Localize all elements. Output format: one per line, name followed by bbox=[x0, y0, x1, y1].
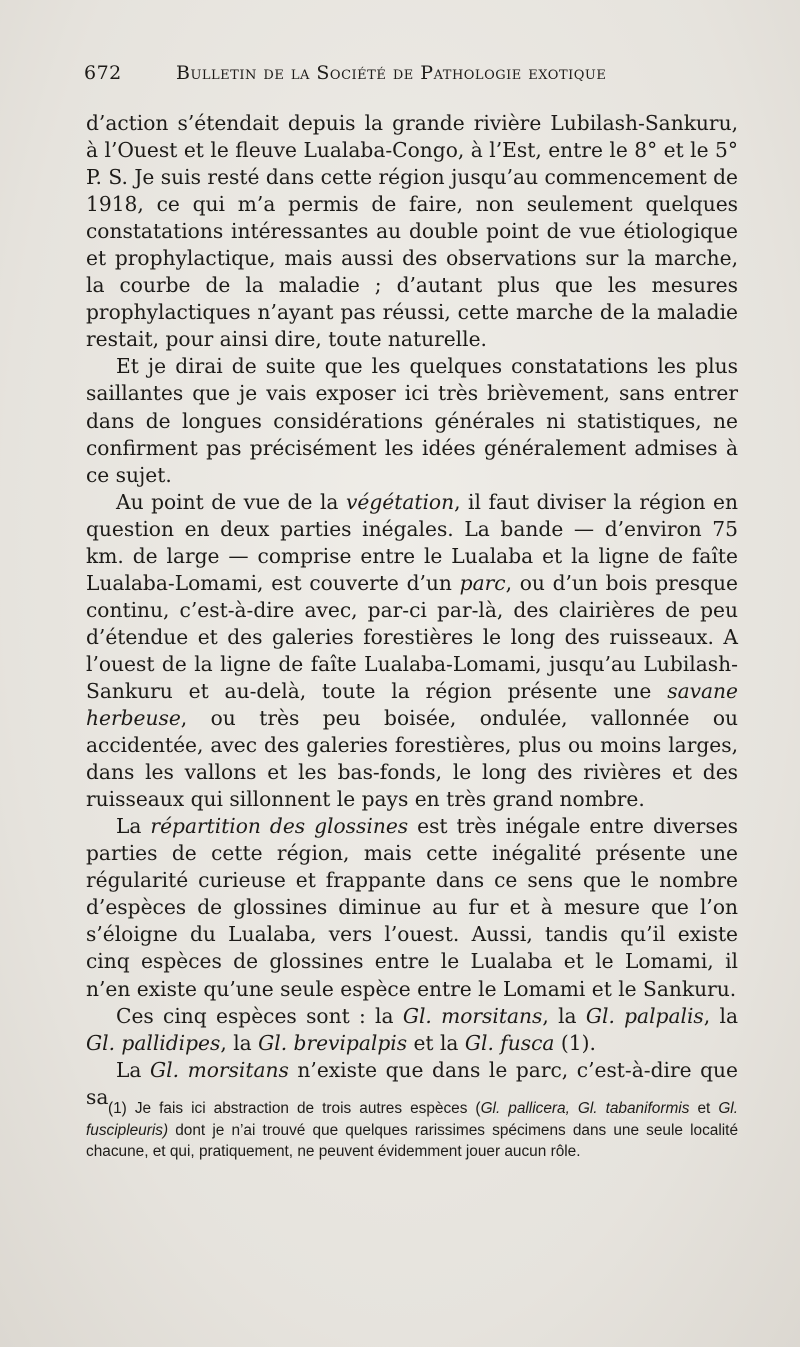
text-run: et la bbox=[407, 1030, 465, 1055]
italic-term: Gl. morsitans bbox=[402, 1003, 543, 1028]
paragraph bbox=[86, 489, 738, 814]
text-run: (1). bbox=[554, 1030, 596, 1055]
italic-term: Gl. brevipalpis bbox=[258, 1030, 408, 1055]
text-run: n’existe que dans le parc, c’est-à-dire que sa bbox=[86, 1057, 739, 1109]
page-number: 672 bbox=[84, 62, 122, 84]
paragraph bbox=[86, 353, 738, 488]
text-run: , la bbox=[220, 1030, 259, 1055]
paragraph bbox=[86, 110, 738, 353]
text-run: , ou très peu boisée, ondulée, vallonnée ou accidentée, avec des galeries forestières, plus ou moins larges, dans les vallons et les bas-fonds, le long des rivières et des ruisseaux qui sillonnent le pays en très grand nombre. bbox=[86, 706, 738, 812]
text-run: d’action s’étendait depuis la grande rivière Lubilash-Sankuru, à l’Ouest et le fleuve Lualaba-Congo, à l’Est, entre le 8° et le 5° P. S. Je suis resté dans cette région jusqu’au commencement de 1918, ce qui m’a permis de faire, non seulement quelques constatations intéressantes au double point de vue étiologique et prophylactique, mais aussi des observations sur la marche, la courbe de la maladie ; d’autant plus que les mesures prophylactiques n’ayant pas réussi, cette marche de la maladie restait, pour ainsi dire, toute naturelle. bbox=[86, 111, 738, 352]
text-run: et bbox=[689, 1100, 719, 1117]
paragraph bbox=[86, 1003, 738, 1057]
text-run: , il faut diviser la région en question en deux parties inégales. La bande — d’environ 75 km. de large — comprise entre le Lualaba et la ligne de faîte Lualaba-Lomami, est couverte d’un bbox=[86, 489, 738, 595]
footnote bbox=[86, 1098, 738, 1163]
page-header bbox=[84, 62, 744, 92]
running-title: Bulletin de la Société de Pathologie exotique bbox=[176, 62, 607, 84]
footnote-paragraph bbox=[86, 1098, 738, 1163]
text-run: Ces cinq espèces sont : la bbox=[116, 1003, 403, 1028]
text-run: Et je dirai de suite que les quelques constatations les plus saillantes que je vais exposer ici très brièvement, sans entrer dans de longues considérations générales ni statistiques, ne confirment pas précisément les idées généralement admises à ce sujet. bbox=[86, 354, 738, 487]
text-run: , la bbox=[542, 1003, 586, 1028]
italic-term: Gl. morsitans bbox=[150, 1057, 289, 1082]
italic-term: savane herbeuse bbox=[86, 678, 738, 731]
italic-term: végétation bbox=[345, 489, 455, 514]
text-run: dont je n’ai trouvé que quelques rarissimes spécimens dans une seule localité chacune, et qui, pratiquement, ne peuvent évidemment jouer aucun rôle. bbox=[86, 1121, 738, 1161]
italic-term: Gl. palpalis bbox=[585, 1003, 704, 1028]
text-run: , ou d’un bois presque continu, c’est-à-dire avec, par-ci par-là, des clairières de peu d’étendue et des galeries forestières le long des ruisseaux. A l’ouest de la ligne de faîte Lualaba-Lomami, jusqu’au Lubilash-Sankuru et au-delà, toute la région présente une bbox=[86, 570, 739, 703]
italic-term: répartition des glossines bbox=[150, 814, 409, 839]
italic-term: Gl. pallicera, Gl. tabaniformis bbox=[480, 1100, 690, 1117]
text-run: La bbox=[116, 814, 151, 839]
text-run: La bbox=[116, 1057, 151, 1082]
italic-term: Gl. fuscipleuris) bbox=[86, 1100, 738, 1139]
italic-term: parc bbox=[459, 570, 506, 595]
italic-term: Gl. pallidipes bbox=[86, 1030, 221, 1055]
text-run: est très inégale entre diverses parties de cette région, mais cette inégalité présente une régularité curieuse et frappante dans ce sens que le nombre d’espèces de glossines diminue au fur et à mesure que l’on s’éloigne du Lualaba, vers l’ouest. Aussi, tandis qu’il existe cinq espèces de glossines entre le Lualaba et le Lomami, il n’en existe qu’une seule espèce entre le Lomami et le Sankuru. bbox=[86, 814, 738, 1001]
body-text bbox=[86, 110, 738, 1111]
text-run: , la bbox=[703, 1003, 738, 1028]
italic-term: Gl. fusca bbox=[464, 1030, 555, 1055]
text-run: (1) Je fais ici abstraction de trois autres espèces ( bbox=[108, 1100, 481, 1117]
paragraph bbox=[86, 813, 738, 1002]
text-run: Au point de vue de la bbox=[116, 489, 346, 514]
